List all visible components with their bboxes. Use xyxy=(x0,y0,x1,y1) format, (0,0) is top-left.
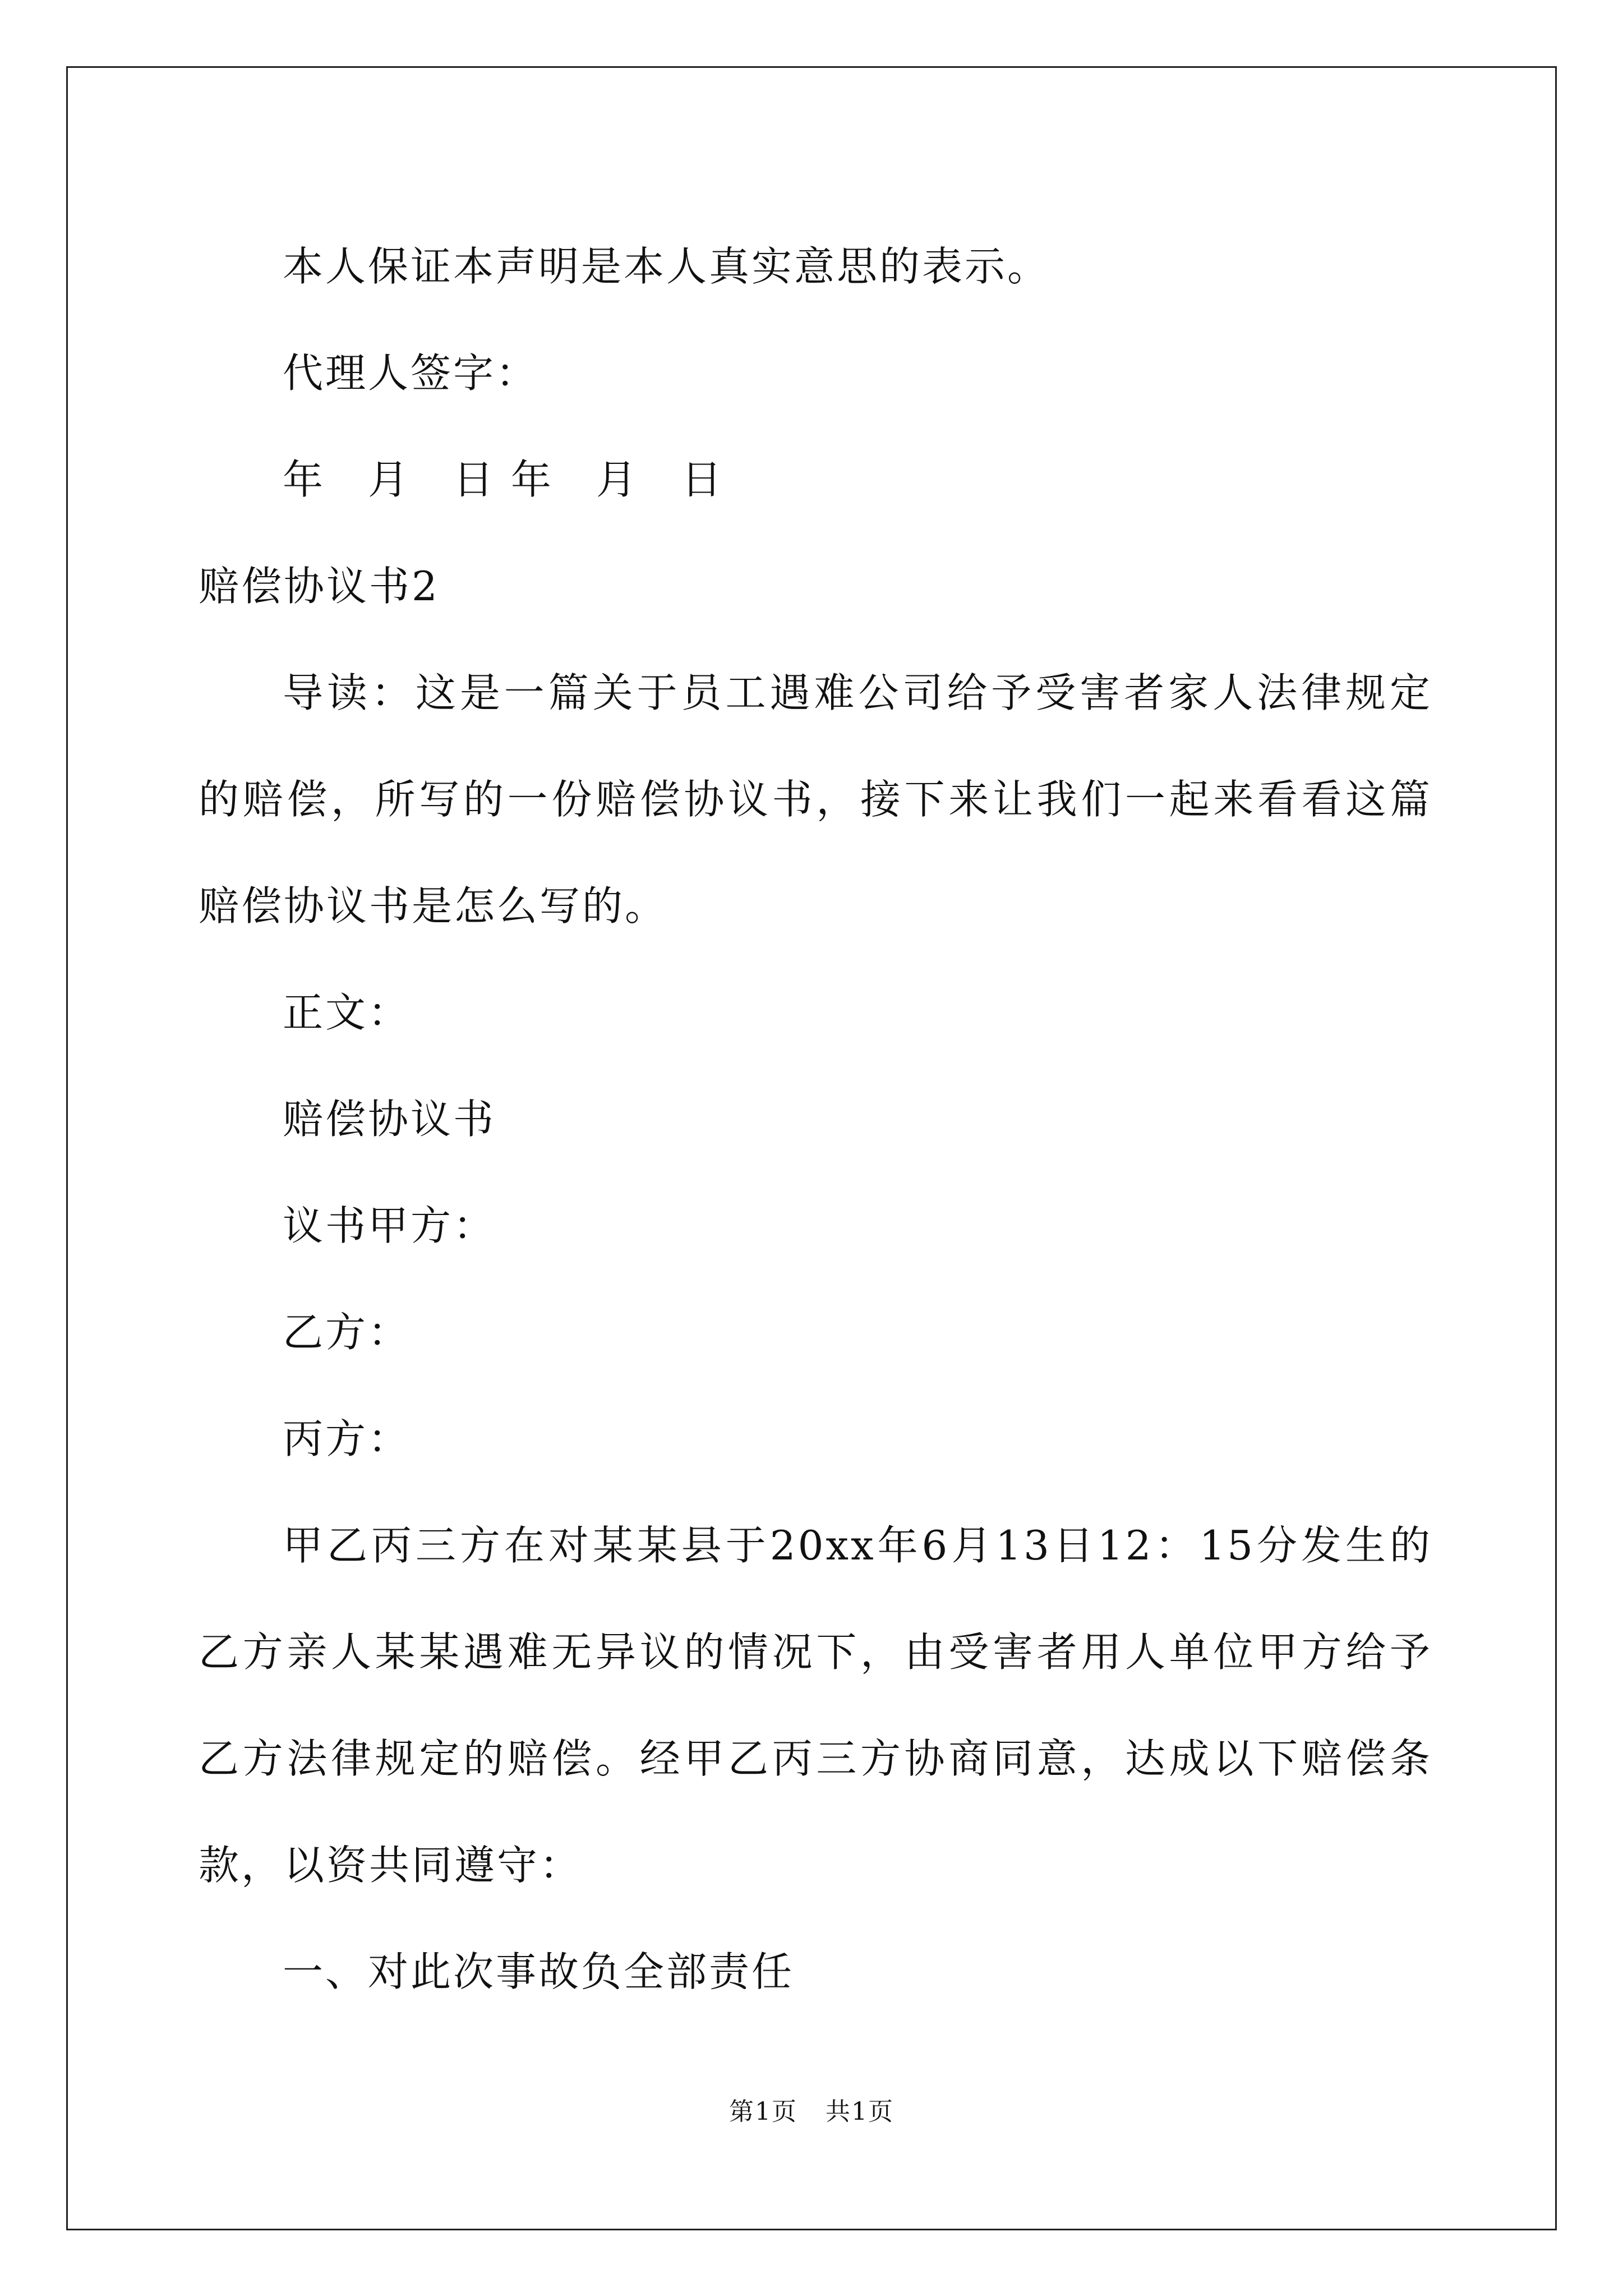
page-footer xyxy=(0,2091,1623,2127)
intro-paragraph: 导读：这是一篇关于员工遇难公司给予受害者家人法律规定的赔偿，所写的一份赔偿协议书，接下来让我们一起来看看这篇赔偿协议书是怎么写的。 xyxy=(199,669,1432,930)
party-a-line: 议书甲方： xyxy=(283,1202,496,1249)
party-c-line: 丙方： xyxy=(283,1415,411,1462)
agent-signature-line: 代理人签字： xyxy=(283,349,539,397)
clause-1-line: 一、对此次事故负全部责任 xyxy=(283,1948,795,1995)
page-number-current: 第1页 xyxy=(729,2097,797,2126)
party-b-line: 乙方： xyxy=(283,1309,411,1356)
page-number-total: 共1页 xyxy=(826,2097,894,2126)
date-line: 年 月 日 年 月 日 xyxy=(283,456,724,503)
document-body xyxy=(199,213,1432,2025)
body-label: 正文： xyxy=(283,989,411,1036)
section-title: 赔偿协议书2 xyxy=(199,563,440,610)
preamble-paragraph: 甲乙丙三方在对某某县于20xx年6月13日12：15分发生的乙方亲人某某遇难无异议的情况下，由受害者用人单位甲方给予乙方法律规定的赔偿。经甲乙丙三方协商同意，达成以下赔偿条款，以资共同遵守： xyxy=(199,1522,1432,1889)
agreement-title: 赔偿协议书 xyxy=(283,1096,496,1143)
statement-line: 本人保证本声明是本人真实意思的表示。 xyxy=(283,243,1050,290)
